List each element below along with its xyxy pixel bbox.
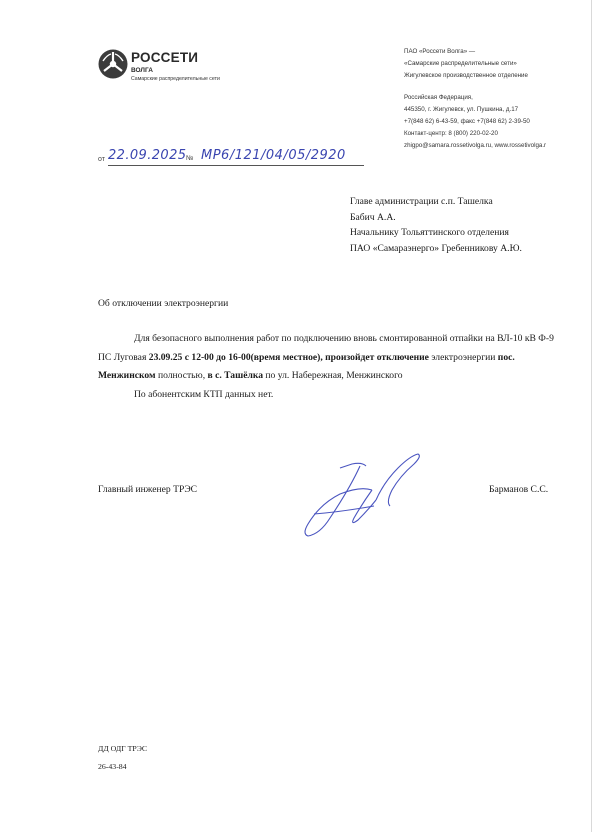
outage-time: 23.09.25 с 12-00 до 16-00(время местное), произойдет отключение [148,351,429,363]
sender-line: Жигулевское производственное отделение [404,71,528,79]
addressee-line: Начальнику Тольяттинского отделения [350,227,509,239]
body-text: Для безопасного выполнения работ по подключению вновь смонтированной отпайки на ВЛ-10 кВ Ф-9 ПС Луговая [98,333,554,363]
addressee-block [350,194,522,256]
handwritten-signature [300,448,430,540]
registration-line [98,148,368,170]
outage-place-2: в с. Ташёлка [207,370,264,381]
addressee-line: ПАО «Самараэнерго» Гребенникову А.Ю. [350,242,522,254]
body-text: электроэнергии [428,351,498,363]
footer-department: ДД ОДГ ТРЭС [98,744,148,753]
date-label: от [98,156,105,163]
company-logo [98,48,278,94]
number-label: № [186,155,194,162]
footer-contact [98,740,147,775]
sender-info [404,46,546,151]
sender-line: zhigpo@samara.rossetivolga.ru, www.rossetivolga.r [404,141,547,149]
sender-line: «Самарские распределительные сети» [404,59,517,67]
body-text: полностью, [155,370,208,381]
signatory-role: Главный инженер ТРЭС [98,484,198,495]
handwritten-number: МР6/121/04/05/2920 [201,148,346,163]
handwritten-date: 22.09.2025 [108,148,187,163]
rosseti-logo-icon [98,49,128,79]
addressee-line: Главе администрации с.п. Ташелка [350,196,493,207]
registration-underline [108,165,364,166]
letter-subject: Об отключении электроэнергии [98,298,229,309]
body-paragraph-1 [98,330,564,386]
page-edge-line [591,0,592,832]
addressee-line: Бабич А.А. [350,211,396,223]
sender-line: +7(848 62) 6-43-59, факс +7(848 62) 2-39-50 [404,117,530,125]
sender-line: ПАО «Россети Волга» — [404,48,476,55]
body-paragraph-2: По абонентским КТП данных нет. [134,388,274,400]
sender-line: Российская Федерация, [404,94,473,102]
sender-line: Контакт-центр: 8 (800) 220-02-20 [404,129,498,137]
signatory-name: Барманов С.С. [489,484,549,495]
letter-body [98,330,564,404]
logo-subtitle: ВОЛГА [131,67,153,74]
logo-name: РОССЕТИ [131,50,199,65]
outage-place-1: пос. Менжинском [98,351,515,381]
logo-description: Самарские распределительные сети [131,76,220,82]
sender-line: 445350, г. Жигулевск, ул. Пушкина, д.17 [404,106,519,114]
footer-phone: 26-43-84 [98,761,127,771]
body-text: по ул. Набережная, Менжинского [263,370,403,381]
